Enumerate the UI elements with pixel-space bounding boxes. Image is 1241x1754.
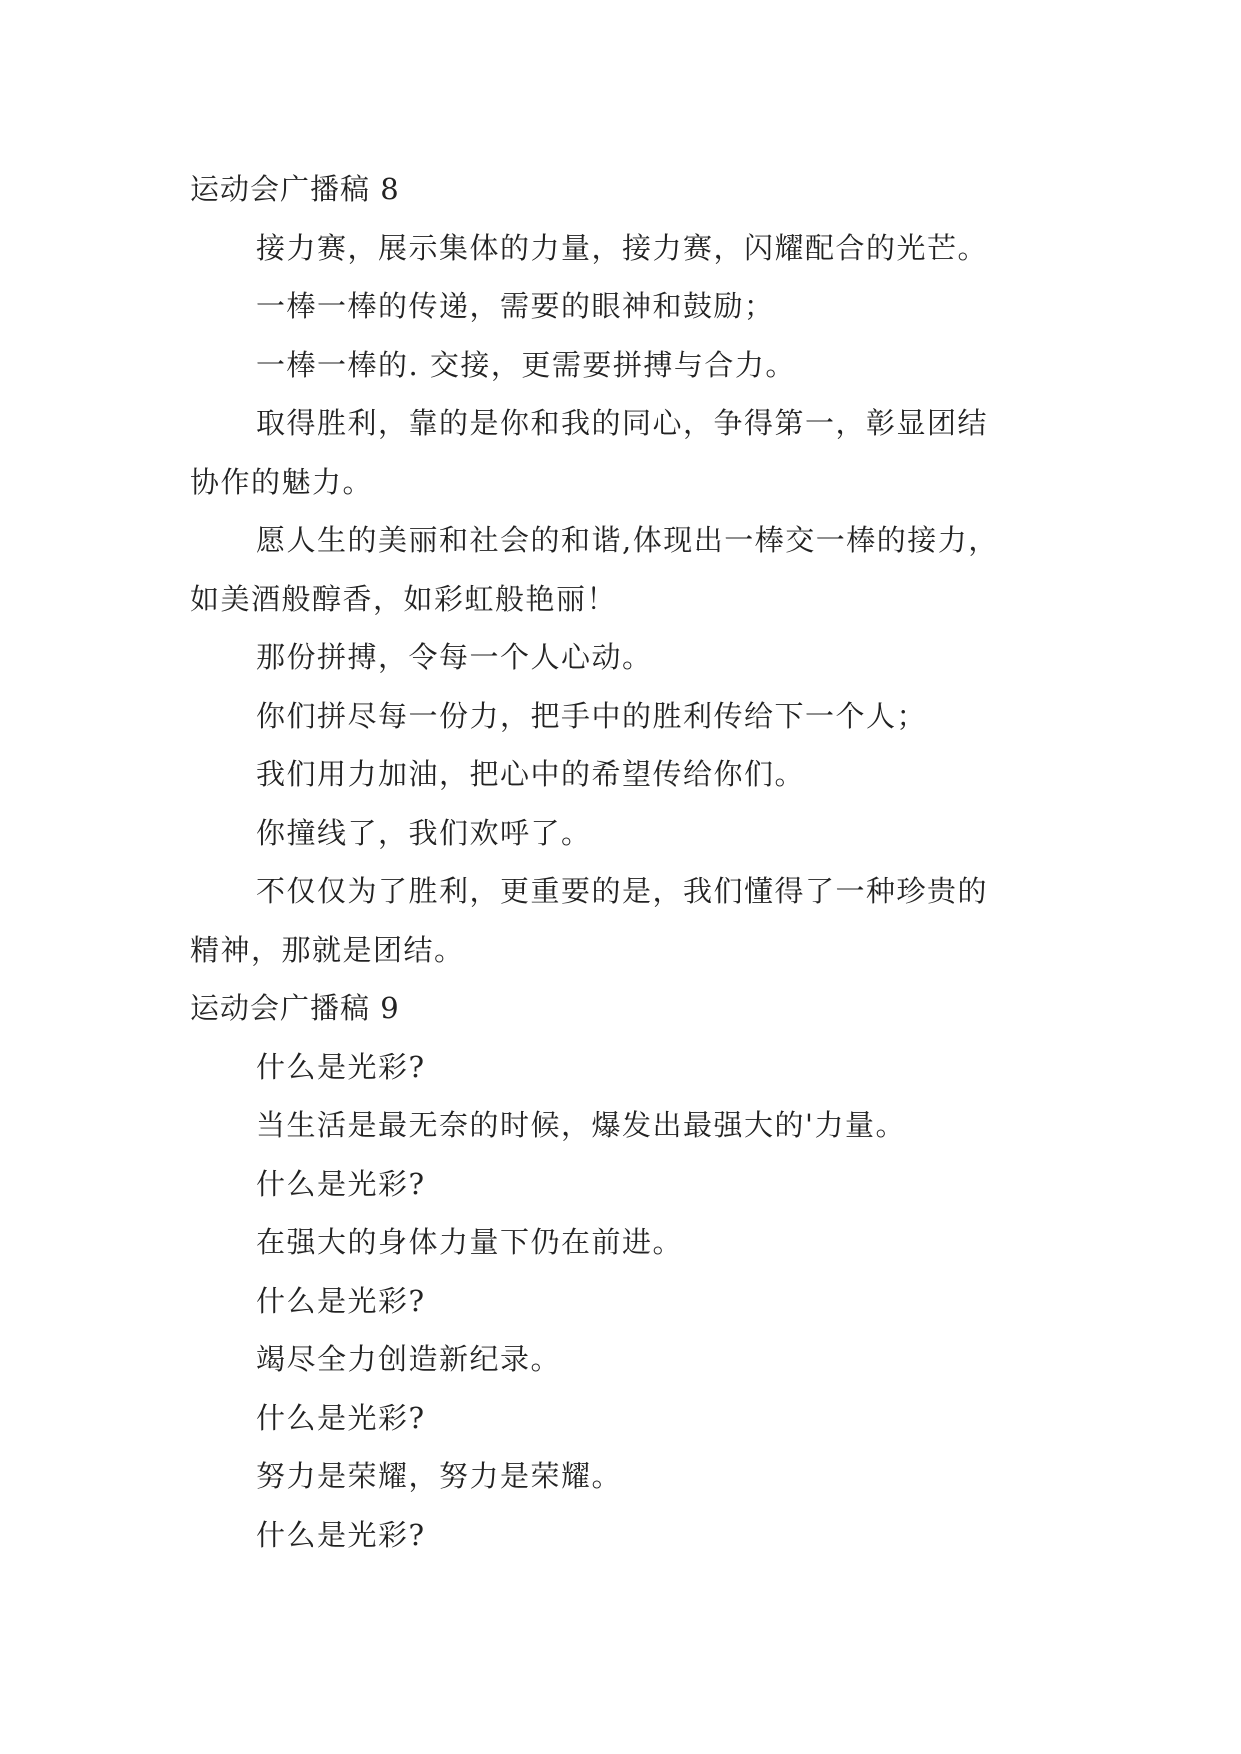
paragraph-line: 什么是光彩? [256, 1049, 426, 1084]
paragraph-line: 你撞线了，我们欢呼了。 [256, 815, 592, 850]
paragraph-line: 那份拼搏，令每一个人心动。 [256, 640, 653, 674]
section-heading: 运动会广播稿 8 [190, 172, 400, 206]
paragraph-line: 什么是光彩? [256, 1517, 426, 1552]
paragraph-line: 一棒一棒的传递，需要的眼神和鼓励； [256, 289, 775, 323]
paragraph-line: 什么是光彩? [256, 1166, 426, 1201]
paragraph-line: 你们拼尽每一份力，把手中的胜利传给下一个人； [256, 698, 928, 733]
paragraph-line: 精神，那就是团结。 [190, 932, 465, 967]
paragraph-line: 竭尽全力创造新纪录。 [256, 1342, 562, 1376]
paragraph-line: 不仅仅为了胜利，更重要的是，我们懂得了一种珍贵的 [256, 874, 989, 908]
section-heading: 运动会广播稿 9 [190, 991, 400, 1025]
paragraph-line: 什么是光彩? [256, 1400, 426, 1435]
paragraph-line: 接力赛，展示集体的力量，接力赛，闪耀配合的光芒。 [256, 230, 989, 265]
paragraph-line: 当生活是最无奈的时候，爆发出最强大的'力量。 [256, 1108, 906, 1142]
paragraph-line: 协作的魅力。 [190, 464, 374, 499]
paragraph-line: 我们用力加油，把心中的希望传给你们。 [256, 757, 806, 791]
document-body [190, 160, 1070, 1564]
paragraph-line: 愿人生的美丽和社会的和谐,体现出一棒交一棒的接力， [256, 523, 999, 557]
paragraph-line: 在强大的身体力量下仍在前进。 [256, 1225, 684, 1259]
paragraph-line: 如美酒般醇香，如彩虹般艳丽！ [190, 581, 618, 616]
paragraph-line: 什么是光彩? [256, 1283, 426, 1318]
paragraph-line: 一棒一棒的. 交接，更需要拼搏与合力。 [256, 347, 796, 382]
paragraph-line: 努力是荣耀，努力是荣耀。 [256, 1459, 623, 1493]
paragraph-line: 取得胜利，靠的是你和我的同心，争得第一，彰显团结 [256, 406, 989, 440]
